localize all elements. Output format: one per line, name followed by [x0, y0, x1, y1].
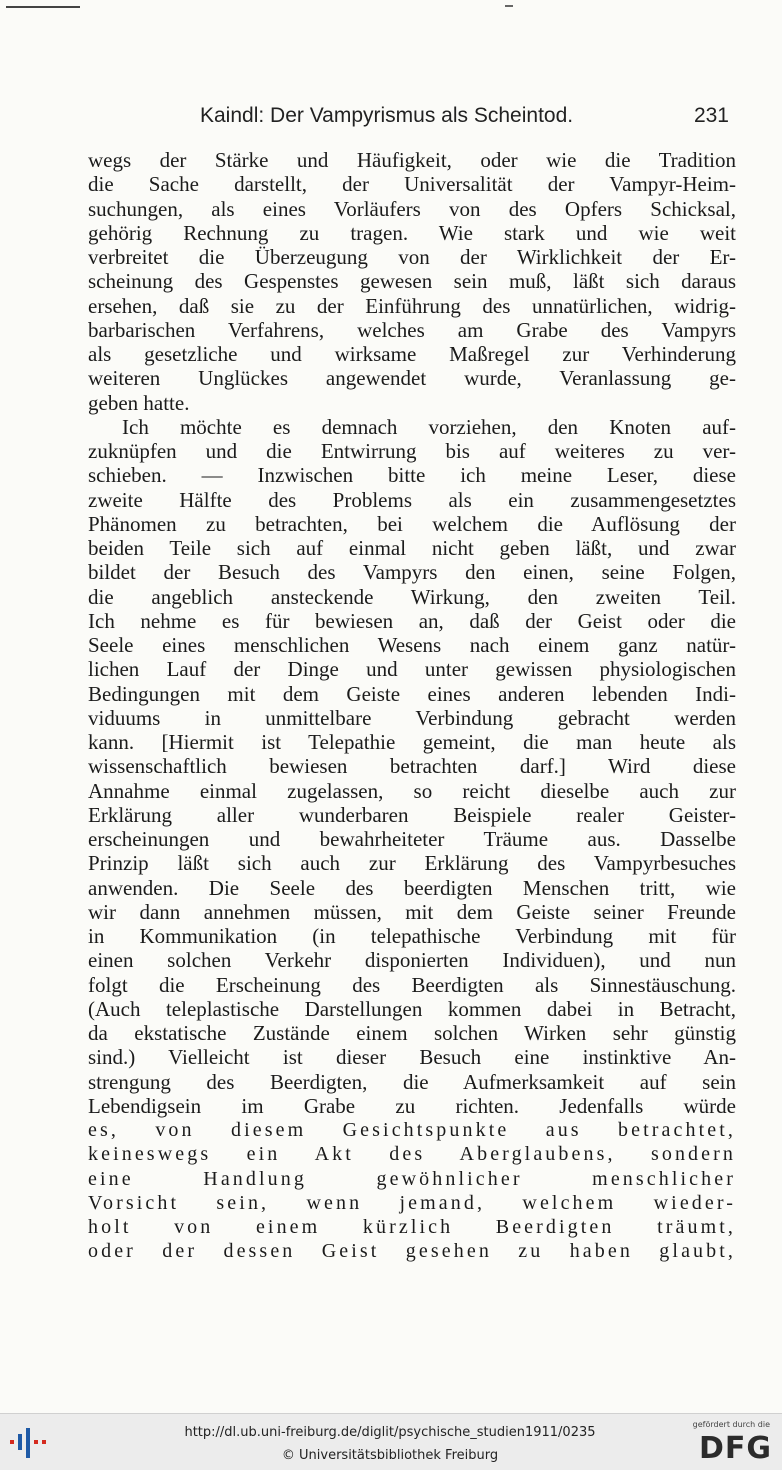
- text-line: Annahme einmal zugelassen, so reicht dieselbe auch zur: [88, 778, 736, 803]
- body-text: [88, 148, 736, 1264]
- text-line: Prinzip läßt sich auch zur Erklärung des Vampyrbesuches: [88, 851, 736, 876]
- text-line: gehörig Rechnung zu tragen. Wie stark und wie weit: [88, 220, 736, 245]
- page-number: 231: [693, 104, 729, 127]
- text-line-spaced: oder der dessen Geist gesehen zu haben glaubt,: [88, 1240, 736, 1263]
- text-line: folgt die Erscheinung des Beerdigten als Sinnestäuschung.: [88, 972, 736, 997]
- copyright-notice: © Universitätsbibliothek Freiburg: [281, 1448, 499, 1463]
- running-title: Kaindl: Der Vampyrismus als Scheintod.: [200, 104, 574, 127]
- text-line: da ekstatische Zustände einem solchen Wirken sehr günstig: [88, 1021, 736, 1045]
- text-line: verbreitet die Überzeugung von der Wirklichkeit der Er-: [88, 245, 736, 269]
- dfg-logo: DFG: [698, 1431, 772, 1466]
- text-line: wir dann annehmen müssen, mit dem Geiste seiner Freunde: [88, 899, 736, 924]
- text-line: schieben. — Inzwischen bitte ich meine Leser, diese: [88, 463, 736, 488]
- text-line: (Auch teleplastische Darstellungen kommen dabei in Betracht,: [88, 996, 736, 1021]
- text-line: erscheinungen und bewahrheiteter Träume aus. Dasselbe: [88, 827, 736, 851]
- text-line-spaced: Vorsicht sein, wenn jemand, welchem wieder-: [88, 1191, 736, 1214]
- text-line: kann. [Hiermit ist Telepathie gemeint, die man heute als: [88, 730, 736, 754]
- text-line: Bedingungen mit dem Geiste eines anderen lebenden Indi-: [88, 681, 736, 706]
- sponsor-label: gefördert durch die: [692, 1420, 770, 1429]
- text-line: Lebendigsein im Grabe zu richten. Jedenfalls würde: [88, 1093, 736, 1118]
- text-line: Ich möchte es demnach vorziehen, den Knoten auf-: [122, 414, 736, 439]
- text-line: bildet der Besuch des Vampyrs den einen, seine Folgen,: [88, 560, 736, 585]
- running-header: [200, 100, 735, 134]
- library-logo-icon: [6, 1426, 50, 1462]
- text-line: geben hatte.: [88, 390, 190, 415]
- text-line: sind.) Vielleicht ist dieser Besuch eine instinktive An-: [88, 1045, 736, 1070]
- text-line: die angeblich ansteckende Wirkung, den zweiten Teil.: [88, 584, 736, 609]
- text-line: viduums in unmittelbare Verbindung gebracht werden: [88, 705, 736, 730]
- text-line-spaced: es, von diesem Gesichtspunkte aus betrachtet,: [88, 1119, 736, 1141]
- text-line-spaced: holt von einem kürzlich Beerdigten träumt,: [88, 1216, 736, 1238]
- text-line-spaced: eine Handlung gewöhnlicher menschlicher: [88, 1167, 736, 1190]
- text-line: Erklärung aller wunderbaren Beispiele realer Geister-: [88, 802, 736, 827]
- text-line: Seele eines menschlichen Wesens nach einem ganz natür-: [88, 633, 736, 657]
- text-line: zuknüpfen und die Entwirrung bis auf weiteres zu ver-: [88, 439, 736, 463]
- text-line: einen solchen Verkehr disponierten Individuen), und nun: [88, 948, 736, 973]
- permalink-link[interactable]: http://dl.ub.uni-freiburg.de/diglit/psychische_studien1911/0235: [184, 1425, 596, 1440]
- text-line: zweite Hälfte des Problems als ein zusammengesetztes: [88, 487, 736, 512]
- text-line: als gesetzliche und wirksame Maßregel zur Verhinderung: [88, 342, 736, 366]
- top-mark: [505, 5, 513, 7]
- text-line: Phänomen zu betrachten, bei welchem die Auflösung der: [88, 511, 736, 536]
- text-line: barbarischen Verfahrens, welches am Grabe des Vampyrs: [88, 317, 736, 342]
- text-line: beiden Teile sich auf einmal nicht geben läßt, und zwar: [88, 536, 736, 560]
- text-line: wissenschaftlich bewiesen betrachten darf.] Wird diese: [88, 754, 736, 779]
- text-line: Ich nehme es für bewiesen an, daß der Geist oder die: [88, 608, 736, 633]
- text-line: wegs der Stärke und Häufigkeit, oder wie die Tradition: [88, 148, 736, 172]
- text-line: in Kommunikation (in telepathische Verbindung mit für: [88, 924, 736, 948]
- text-line-spaced: keineswegs ein Akt des Aberglaubens, sondern: [88, 1143, 736, 1166]
- top-rule: [6, 6, 80, 8]
- text-line: suchungen, als eines Vorläufers von des Opfers Schicksal,: [88, 196, 736, 221]
- viewer-footer: [0, 1413, 782, 1470]
- text-line: weiteren Unglückes angewendet wurde, Veranlassung ge-: [88, 366, 736, 391]
- text-line: ersehen, daß sie zu der Einführung des unnatürlichen, widrig-: [88, 293, 736, 318]
- text-line: lichen Lauf der Dinge und unter gewissen physiologischen: [88, 657, 736, 682]
- text-line: strengung des Beerdigten, die Aufmerksamkeit auf sein: [88, 1069, 736, 1094]
- text-line: anwenden. Die Seele des beerdigten Menschen tritt, wie: [88, 875, 736, 900]
- text-line: die Sache darstellt, der Universalität der Vampyr-Heim-: [88, 172, 736, 197]
- text-line: scheinung des Gespenstes gewesen sein muß, läßt sich daraus: [88, 269, 736, 294]
